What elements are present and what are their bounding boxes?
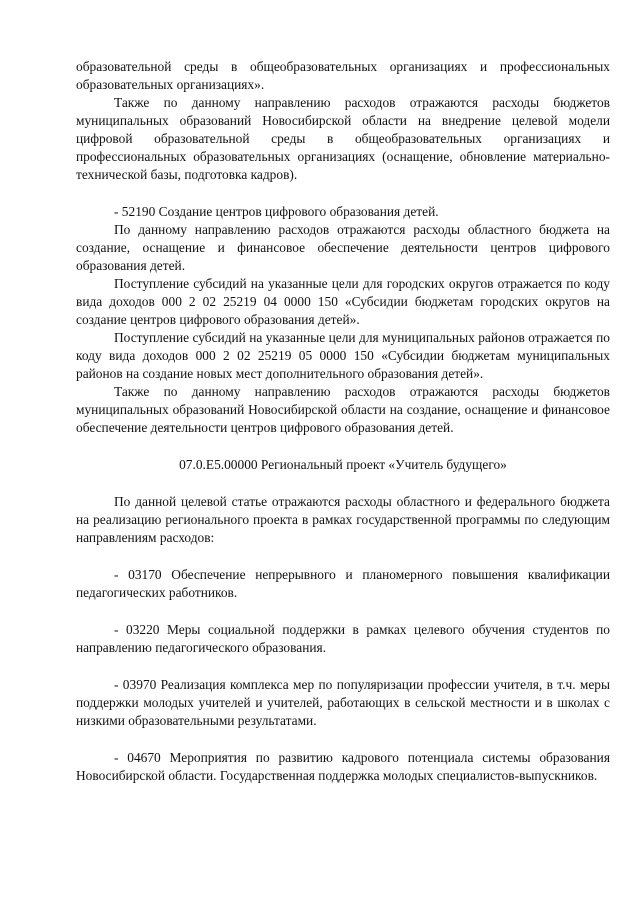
paragraph-subsidy-city-districts: Поступление субсидий на указанные цели для городских округов отражается по коду вида доходов 000 2 02 25219 04 0000 150 «Субсидии бюджетам городских округов на создание центров цифрового образования детей». [76,276,610,327]
expense-item-03970: - 03970 Реализация комплекса мер по популяризации профессии учителя, в т.ч. меры поддержки молодых учителей и учителей, работающих в сельской местности и в школах с низкими образовательными результатами. [76,677,610,728]
section-heading: 07.0.Е5.00000 Региональный проект «Учитель будущего» [179,457,507,472]
expense-item-03170: - 03170 Обеспечение непрерывного и планомерного повышения квалификации педагогических работников. [76,567,610,600]
paragraph-municipal-centers: Также по данному направлению расходов отражаются расходы бюджетов муниципальных образований Новосибирской области на создание, оснащение и финансовое обеспечение деятельности центров цифрового образования детей. [76,384,610,435]
paragraph-regional-budget: По данному направлению расходов отражаются расходы областного бюджета на создание, оснащение и финансовое обеспечение деятельности центров цифрового образования детей. [76,222,610,273]
expense-item-03220: - 03220 Меры социальной поддержки в рамках целевого обучения студентов по направлению педагогического образования. [76,622,610,655]
document-body [76,58,610,785]
paragraph-target-article: По данной целевой статье отражаются расходы областного и федерального бюджета на реализацию регионального проекта в рамках государственной программы по следующим направлениям расходов: [76,494,610,545]
paragraph-subsidy-municipal-districts: Поступление субсидий на указанные цели для муниципальных районов отражается по коду вида доходов 000 2 02 25219 05 0000 150 «Субсидии бюджетам муниципальных районов на создание новых мест дополнительного образования детей». [76,330,610,381]
paragraph-continuation: образовательной среды в общеобразовательных организациях и профессиональных образовательных организациях». [76,59,610,92]
paragraph-municipal-digital-env: Также по данному направлению расходов отражаются расходы бюджетов муниципальных образований Новосибирской области на внедрение целевой модели цифровой образовательной среды в общеобразовательных организациях и профессиональных образовательных организациях (оснащение, обновление материально-технической базы, подготовка кадров). [76,95,610,182]
expense-item-52190: - 52190 Создание центров цифрового образования детей. [114,204,439,219]
expense-item-04670: - 04670 Мероприятия по развитию кадрового потенциала системы образования Новосибирской области. Государственная поддержка молодых специалистов-выпускников. [76,750,610,783]
